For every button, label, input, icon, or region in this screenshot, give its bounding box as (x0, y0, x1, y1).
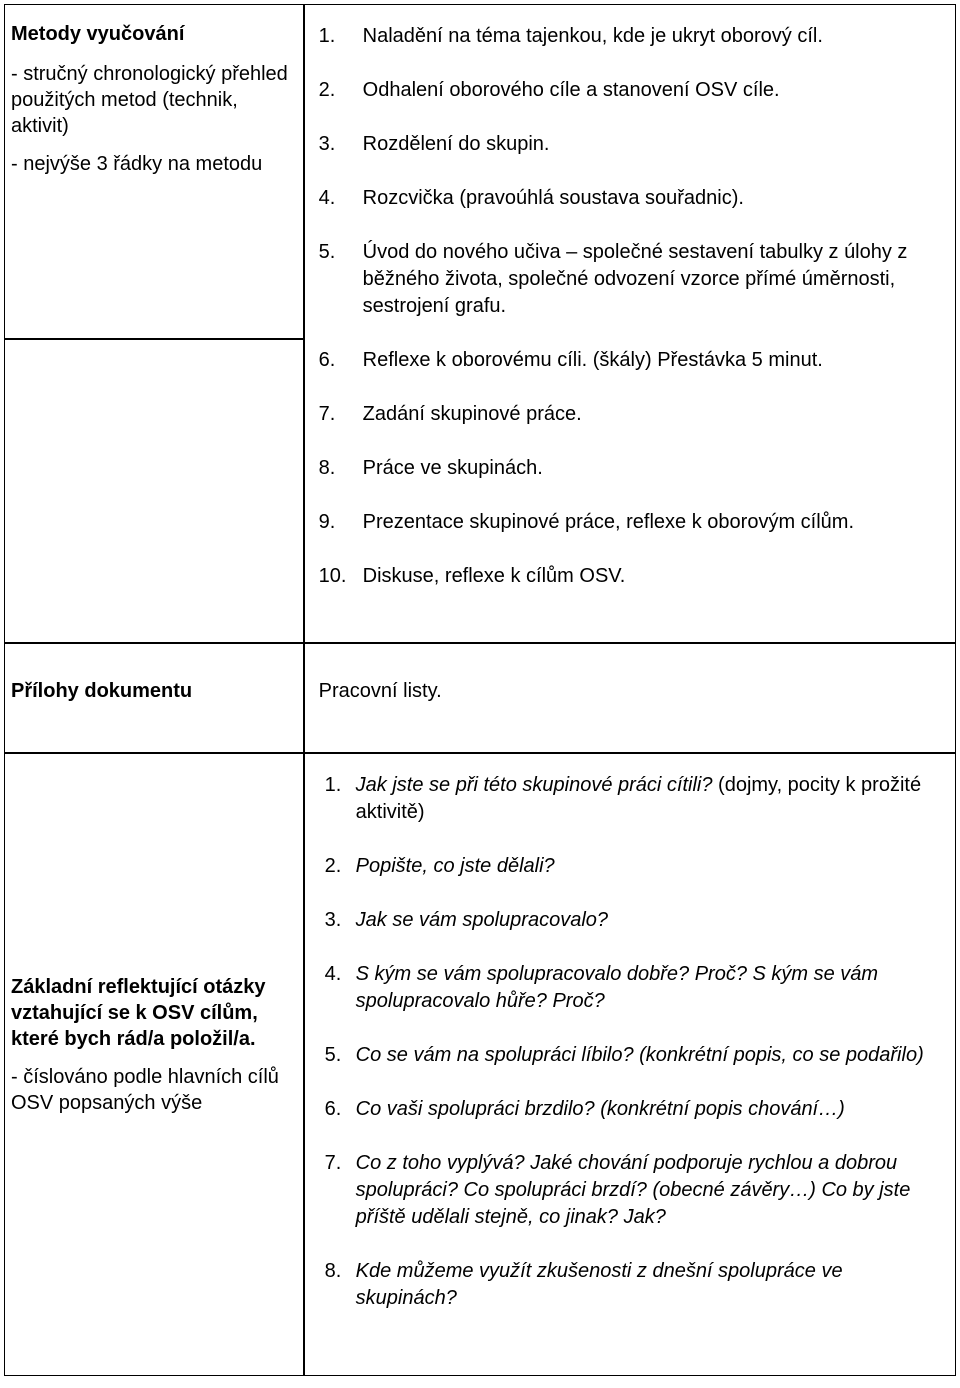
question-text: Co vaši spolupráci brzdilo? (konkrétní popis chování…) (355, 1098, 845, 1120)
method-number: 8. (318, 457, 336, 479)
method-text: Reflexe k oborovému cíli. (škály) Přestávka 5 minut. (362, 349, 823, 371)
question-text: Jak se vám spolupracovalo? (355, 909, 609, 931)
method-number: 1. (318, 25, 336, 47)
questions-title: Základní reflektující otázky vztahující se k OSV cílům, které bych rád/a položil/a. (11, 975, 266, 1050)
method-number: 9. (318, 511, 336, 533)
method-number: 2. (318, 79, 336, 101)
question-item (325, 772, 947, 826)
method-text: Naladění na téma tajenkou, kde je ukryt oborový cíl. (362, 25, 823, 47)
method-text: Zadání skupinové práce. (362, 403, 582, 425)
method-number: 4. (318, 187, 336, 209)
method-text: Rozdělení do skupin. (362, 133, 550, 155)
question-number: 2. (324, 855, 342, 877)
question-number: 6. (324, 1098, 342, 1120)
question-item (325, 1150, 947, 1231)
method-number: 7. (318, 403, 336, 425)
question-item (325, 961, 947, 1015)
lesson-plan-table (4, 4, 956, 1376)
method-item (319, 563, 945, 590)
method-number: 6. (318, 349, 336, 371)
question-text: Co z toho vyplývá? Jaké chování podporuje rychlou a dobrou spolupráci? Co spolupráci brzdí? (obecné závěry…) Co by jste příště udělali stejně, co jinak? Jak? (355, 1152, 911, 1228)
questions-row (4, 753, 956, 1376)
method-item (319, 509, 945, 536)
method-number: 10. (318, 565, 347, 587)
method-item (319, 77, 945, 104)
questions-label-cell (4, 753, 304, 1376)
method-text: Rozcvička (pravoúhlá soustava souřadnic). (362, 187, 744, 209)
method-item (319, 455, 945, 482)
methods-row (4, 4, 956, 339)
attachments-label-cell (4, 643, 304, 753)
method-text: Prezentace skupinové práce, reflexe k oborovým cílům. (362, 511, 854, 533)
method-text: Práce ve skupinách. (362, 457, 543, 479)
question-number: 5. (324, 1044, 342, 1066)
methods-line-limit: - nejvýše 3 řádky na metodu (11, 153, 263, 175)
method-item (319, 131, 945, 158)
question-number: 8. (324, 1260, 342, 1282)
question-text: Jak jste se při této skupinové práci cítili? (355, 774, 713, 796)
method-item (319, 401, 945, 428)
questions-list-cell (304, 753, 956, 1376)
question-number: 3. (324, 909, 342, 931)
attachments-label: Přílohy dokumentu (11, 680, 193, 702)
method-text: Diskuse, reflexe k cílům OSV. (362, 565, 626, 587)
question-extra: (dojmy, pocity k prožité aktivitě) (355, 774, 922, 823)
questions-description: - číslováno podle hlavních cílů OSV popsaných výše (11, 1065, 279, 1114)
methods-label-cell (4, 4, 304, 339)
methods-list (305, 5, 955, 590)
question-item (325, 853, 947, 880)
question-text: Kde můžeme využít zkušenosti z dnešní spolupráce ve skupinách? (355, 1260, 843, 1309)
method-text: Odhalení oborového cíle a stanovení OSV cíle. (362, 79, 780, 101)
method-number: 3. (318, 133, 336, 155)
question-item (325, 907, 947, 934)
attachments-value: Pracovní listy. (318, 680, 442, 702)
question-item (325, 1042, 947, 1069)
question-text: Co se vám na spolupráci líbilo? (konkrétní popis, co se podařilo) (355, 1044, 924, 1066)
method-text: Úvod do nového učiva – společné sestavení tabulky z úlohy z běžného života, společné odvození vzorce přímé úměrnosti, sestrojení grafu. (362, 241, 908, 317)
question-number: 4. (324, 963, 342, 985)
attachments-value-cell (304, 643, 956, 753)
method-number: 5. (318, 241, 336, 263)
question-number: 7. (324, 1152, 342, 1174)
attachments-row (4, 643, 956, 753)
method-item (319, 185, 945, 212)
question-number: 1. (324, 774, 342, 796)
question-item (325, 1096, 947, 1123)
method-item (319, 239, 945, 320)
methods-description: - stručný chronologický přehled použitých metod (technik, aktivit) (11, 63, 288, 137)
methods-title: Metody vyučování (11, 23, 185, 45)
question-text: S kým se vám spolupracovalo dobře? Proč? S kým se vám spolupracovalo hůře? Proč? (355, 963, 879, 1012)
question-text: Popište, co jste dělali? (355, 855, 555, 877)
questions-list (305, 754, 955, 1312)
methods-list-cell (304, 4, 956, 643)
question-item (325, 1258, 947, 1312)
method-item (319, 23, 945, 50)
method-item (319, 347, 945, 374)
methods-label-cell-empty (4, 339, 304, 643)
